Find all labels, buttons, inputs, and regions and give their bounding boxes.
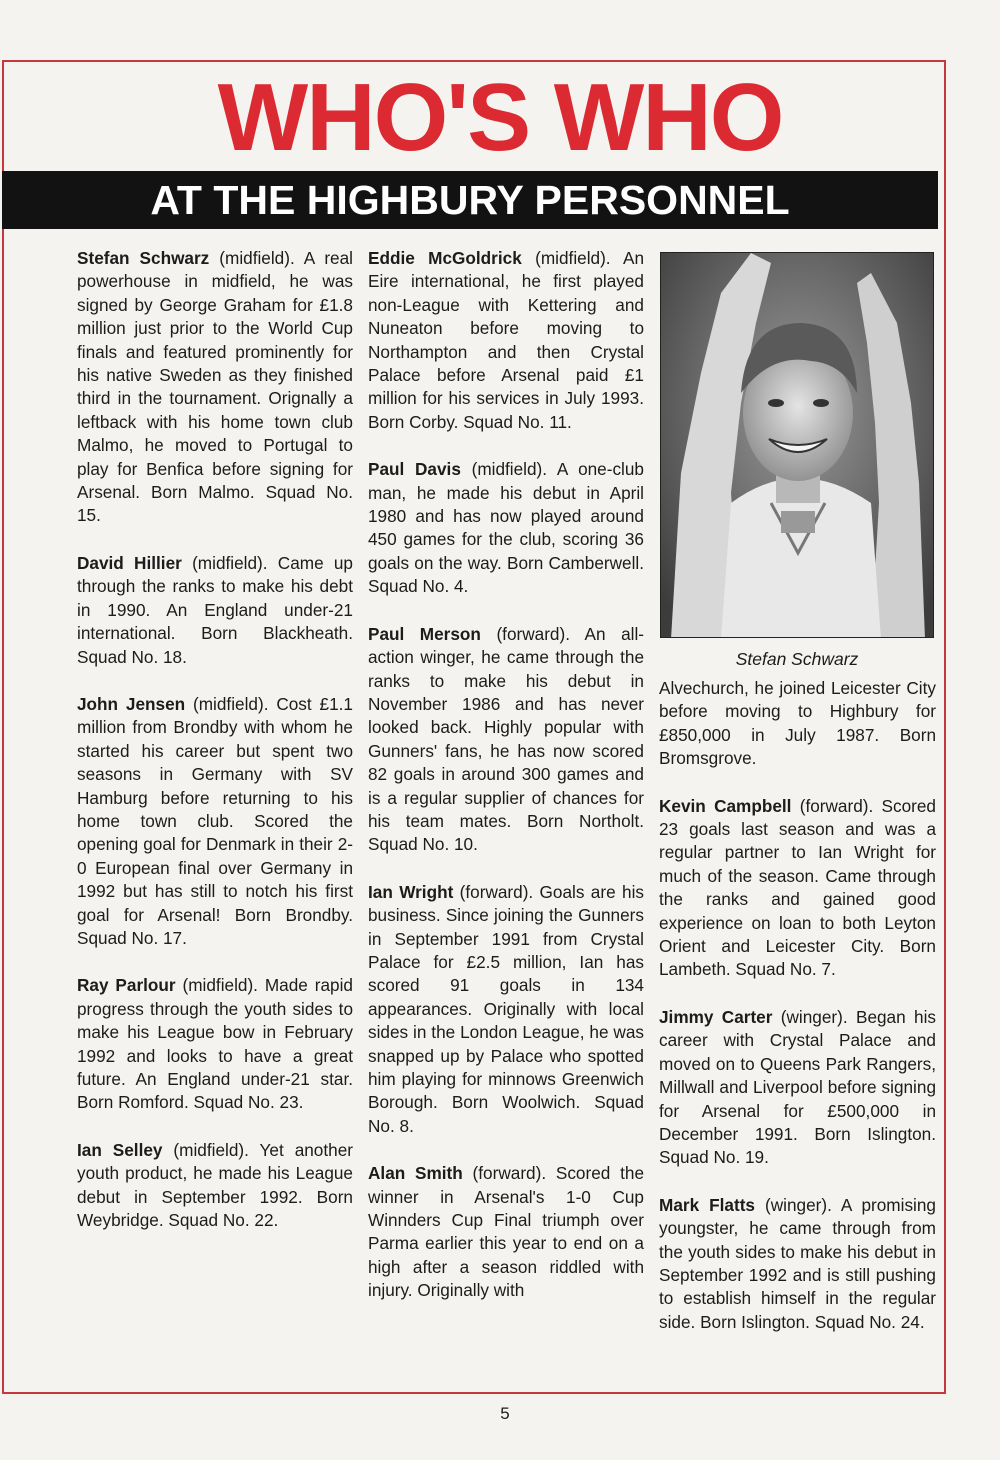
player-bio: (winger). A promising youngster, he came through from the youth sides to make his debut in September 1992 and is still pushing to establish himself in the regular side. Born Islington. Squad No. 24. [659, 1194, 936, 1332]
player-bio: (midfield). Came up through the ranks to make his debt in 1990. An England under-21 international. Born Blackheath. Squad No. 18. [77, 552, 353, 667]
player-bio: Alvechurch, he joined Leicester City before moving to Highbury for £850,000 in July 1987. Born Bromsgrove. [659, 678, 936, 769]
photo-image [661, 253, 934, 638]
player-name: Ian Selley [77, 1139, 163, 1160]
player-entry [659, 795, 936, 982]
player-name: David Hillier [77, 552, 182, 573]
player-entry [77, 552, 353, 669]
player-entry [659, 1006, 936, 1170]
player-entry [77, 974, 353, 1114]
player-name: Mark Flatts [659, 1194, 755, 1215]
player-name: Kevin Campbell [659, 795, 792, 816]
player-bio: (forward). Goals are his business. Since joining the Gunners in September 1991 from Crystal Palace for £2.5 million, Ian has scored 91 goals in 134 appearances. Originally with local sides in the London League, he was snapped up by Palace who spotted him playing for minnows Greenwich Borough. Born Woolwich. Squad No. 8. [368, 881, 644, 1136]
player-entry-continued [659, 677, 936, 771]
player-bio: (forward). Scored the winner in Arsenal's 1-0 Cup Winnders Cup Final triumph over Parma earlier this year to end on a high after a season riddled with injury. Originally with [368, 1163, 645, 1301]
player-name: Ray Parlour [77, 975, 176, 996]
player-bio: (midfield). An Eire international, he first played non-League with Kettering and Nuneaton before moving to Northampton and then Crystal Palace before Arsenal paid £1 million for his services in July 1993. Born Corby. Squad No. 11. [368, 248, 645, 432]
player-bio: (winger). Began his career with Crystal Palace and moved on to Queens Park Rangers, Millwall and Liverpool before signing for Arsenal for £500,000 in December 1991. Born Islington. Squad No. 19. [659, 1006, 936, 1168]
player-entry [77, 1139, 353, 1233]
player-name: Alan Smith [368, 1163, 463, 1184]
player-bio: (forward). An all-action winger, he came through the ranks to make his debut in November 1986 and has never looked back. Highly popular with Gunners' fans, he has now scored 82 goals in around 300 games and is a regular supplier of chances for his team mates. Born Northolt. Squad No. 10. [368, 623, 644, 855]
player-name: Jimmy Carter [659, 1006, 773, 1027]
player-bio: (midfield). A real powerhouse in midfield, he was signed by George Graham for £1.8 million just prior to the World Cup finals and featured prominently for his native Sweden as they finished third in the tournament. Orignally a leftback with his home town club Malmo, he moved to Portugal to play for Benfica before signing for Arsenal. Born Malmo. Squad No. 15. [77, 248, 353, 526]
photo-caption: Stefan Schwarz [735, 649, 859, 669]
player-entry [368, 623, 644, 857]
player-entry [368, 1162, 644, 1302]
page-subtitle: AT THE HIGHBURY PERSONNEL [150, 177, 790, 223]
player-name: Eddie McGoldrick [368, 248, 522, 268]
page-number: 5 [500, 1404, 510, 1423]
player-entry [77, 247, 353, 528]
page-title: WHO'S WHO [217, 64, 783, 171]
player-entry [368, 247, 644, 434]
player-entry [368, 881, 644, 1138]
player-name: Paul Davis [368, 459, 461, 480]
subtitle-band [2, 171, 938, 229]
column-1 [77, 247, 353, 1256]
player-bio: (midfield). Made rapid progress through the youth sides to make his League bow in February 1992 and looks to have a great future. An England under-21 star. Born Romford. Squad No. 23. [77, 975, 353, 1113]
player-photo [660, 252, 934, 638]
column-2 [368, 247, 644, 1327]
player-name: John Jensen [77, 693, 186, 714]
player-entry [77, 693, 353, 950]
player-entry [659, 1194, 936, 1334]
player-entry [368, 458, 644, 598]
player-bio: (midfield). Yet another youth product, he made his League debut in September 1992. Born Weybridge. Squad No. 22. [77, 1139, 353, 1231]
player-bio: (midfield). A one-club man, he made his debut in April 1980 and has now played around 450 games for the club, scoring 36 goals on the way. Born Camberwell. Squad No. 4. [368, 459, 644, 597]
player-name: Paul Merson [368, 623, 481, 644]
column-3 [659, 677, 936, 1358]
player-bio: (forward). Scored 23 goals last season and was a regular partner to Ian Wright for much of the season. Came through the ranks and gained good experience on loan to both Leyton Orient and Leicester City. Born Lambeth. Squad No. 7. [659, 795, 936, 980]
player-name: Ian Wright [368, 881, 454, 902]
player-name: Stefan Schwarz [77, 248, 210, 268]
player-bio: (midfield). Cost £1.1 million from Brondby with whom he started his career but spent two seasons in Germany with SV Hamburg before returning to his home town club. Scored the opening goal for Denmark in their 2-0 European final over Germany in 1992 but has still to notch his first goal for Arsenal! Born Brondby. Squad No. 17. [77, 693, 353, 948]
